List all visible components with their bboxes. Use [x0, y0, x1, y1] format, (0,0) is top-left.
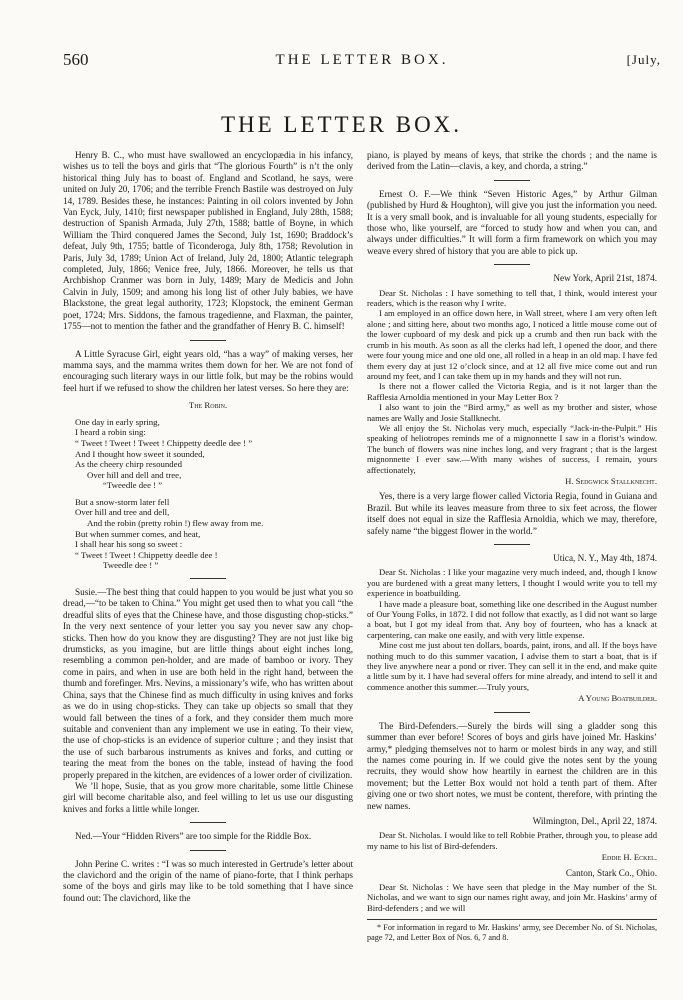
- poem-line: As the cheery chirp resounded: [75, 459, 182, 470]
- bird-defenders-paragraph: The Bird-Defenders.—Surely the birds will sing a gladder song this summer than ever before! Scores of boys and girls have joined Mr. Haskins’ army,* pledging themselves not to harm or molest birds in any way, and still the names come pouring in. If we could give the notes sent by the young recruits, they would show how heartily in earnest the children are in this movement; but the Letter Box would not hold a tenth part of them. After giving one or two short notes, we must be content, therefore, with printing the new names.: [367, 720, 657, 811]
- poem-line: One day in early spring,: [75, 416, 160, 427]
- divider: [494, 544, 530, 545]
- poem-line: I shall hear his song so sweet :: [75, 539, 183, 550]
- poem-line: But when summer comes, and heat,: [75, 528, 201, 539]
- wilmington-letter: [367, 830, 657, 851]
- running-month: [July,: [626, 52, 661, 67]
- ny-dateline: New York, April 21st, 1874.: [553, 273, 657, 284]
- poem-line: And I thought how sweet it sounded,: [75, 448, 205, 459]
- letter-paragraph: We all enjoy the St. Nicholas very much, especially “Jack-in-the-Pulpit.” His speaking of heliotropes reminds me of a mignonnette I saw in a florist’s window. The bunch of flowers was nine inches long, and very fragrant ; that is the largest mignonnette I ever saw.—With many wishes of success, I remain, yours affectionately,: [367, 422, 657, 475]
- letter-paragraph: Dear St. Nicholas. I would like to tell Robbie Prather, through you, to please add my name to his list of Bird-defenders.: [367, 830, 657, 851]
- footnote: [367, 919, 657, 943]
- letter-paragraph: I have made a pleasure boat, something like one described in the August number of Our Young Folks, in 1872. I did not follow that exactly, as I did not want so large a boat, but I got my ideal from that. Any boy of fourteen, who has a knack at carpentering, can make one easily, and with very little expense.: [367, 598, 657, 640]
- poem-line: Tweedle dee ! ”: [103, 560, 159, 571]
- wilmington-dateline: Wilmington, Del., April 22, 1874.: [532, 815, 657, 826]
- robin-poem: [75, 400, 353, 571]
- ned-paragraph: Ned.—Your “Hidden Rivers” are too simple for the Riddle Box.: [75, 831, 312, 842]
- poem-line: “ Tweet ! Tweet ! Tweet ! Chippetty deedle dee ! ”: [75, 437, 253, 448]
- right-column: [367, 150, 657, 943]
- letter-paragraph: Dear St. Nicholas : I have something to tell that, I think, would interest your readers, which is the reason why I write.: [367, 287, 657, 309]
- section-title: THE LETTER BOX.: [220, 112, 463, 137]
- wilmington-signature: Eddie H. Eckel.: [601, 852, 657, 863]
- letter-paragraph: Is there not a flower called the Victoria Regia, and is it not larger than the Rafflesia Arnoldia mentioned in your May Letter Box ?: [367, 381, 657, 402]
- divider: [494, 712, 530, 713]
- syracuse-paragraph: A Little Syracuse Girl, eight years old, “has a way” of making verses, her mamma says, and the mamma writes them down for her. We are not fond of encouraging such literary ways in our little folk, but may be the robins would feel hurt if we refused to show the children her latest verses. So here they are:: [63, 348, 353, 393]
- john-continued: piano, is played by means of keys, that strike the chords ; and the name is derived from the Latin—clavis, a key, and chorda, a string.”: [367, 150, 657, 172]
- letter-paragraph: Mine cost me just about ten dollars, boards, paint, irons, and all. If the boys have nothing much to do this summer vacation, I advise them to start a boat, that is if they live anywhere near a pond or river. They can sell it in the end, and make quite a little sum by it. I have had several offers for mine already, and intend to sell it and commence another this summer.—Truly yours,: [367, 640, 657, 692]
- running-head: [63, 50, 661, 70]
- canton-letter: [367, 882, 657, 913]
- letter-paragraph: Dear St. Nicholas : We have seen that pledge in the May number of the St. Nicholas, and we want to sign our names right away, and join Mr. Haskins’ army of Bird-defenders ; and we will: [367, 881, 657, 913]
- poem-line: “Tweedle dee ! ”: [103, 480, 163, 491]
- divider: [494, 264, 530, 265]
- ny-letter: [367, 288, 657, 475]
- divider: [494, 180, 530, 181]
- left-column: [63, 150, 353, 904]
- john-paragraph: John Perine C. writes : “I was so much interested in Gertrude’s letter about the clavichord and the origin of the name of piano-forte, that I think perhaps some of the boys and girls may like to be told something that I have since found out: The clavichord, like the: [63, 858, 353, 903]
- divider: [190, 340, 226, 341]
- utica-signature: A Young Boatbuilder.: [578, 693, 657, 704]
- divider: [190, 850, 226, 851]
- divider: [190, 578, 226, 579]
- ny-signature: H. Sedgwick Stallknecht.: [565, 475, 657, 486]
- susie-paragraph-2: We ’ll hope, Susie, that as you grow more charitable, some little Chinese girl will become charitable also, and feel willing to let us use our disgusting knives and forks a little while longer.: [63, 780, 353, 814]
- poem-line: Over hill and tree and dell,: [75, 507, 170, 518]
- poem-line: And the robin (pretty robin !) flew away from me.: [87, 518, 264, 529]
- letter-paragraph: I am employed in an office down here, in Wall street, where I am very often left alone ; and sitting here, about two months ago, I noticed a little mouse come out of the lower cupboard of my desk and pick up a crumb and then run back with the crumb in his mouth. As soon as all the clerks had left, I opened the door, and there were four young mice and one old one, all rolled in a heap in an old map. I have fed them every day at just 12 o’clock since, and at 12 all five mice come out and run around my feet, and I can take them up in my hands and they will not run.: [367, 308, 657, 381]
- henry-paragraph: Henry B. C., who must have swallowed an encyclopædia in his infancy, wishes us to tell the boys and girls that “The glorious Fourth” is n’t the only historical thing July has to boast of. England and Scotland, he says, were united on July 20, 1706; and the terrible French Bastile was destroyed on July 14, 1789. Besides these, he instances: Painting in oil colors invented by John Van Eyck, July, 1410; first newspaper published in England, July 28th, 1588; destruction of Spanish Armada, July 27th, 1588; battle of Boyne, in which William the Third conquered James the Second, July 1st, 1690; Braddock’s defeat, July 9th, 1755; battle of Ticonderoga, July 8th, 1758; Revolution in Paris, July 3d, 1789; Union Act of Ireland, July 2d, 1800; Atlantic telegraph completed, July, 1866; Venice free, July, 1866. Moreover, he tells us that Archbishop Cranmer was born in July, 1489; Mary de Medicis and John Calvin in July, 1509; and among his long list of other July babies, we have Blackstone, the great legal authority, 1723; Klopstock, the eminent German poet, 1724; Mrs. Siddons, the famous tragedienne, and Flaxman, the painter, 1755—not to mention the father and the grandfather of Henry B. C. himself!: [63, 150, 353, 332]
- canton-dateline: Canton, Stark Co., Ohio.: [565, 867, 657, 878]
- poem-line: I heard a robin sing:: [75, 427, 146, 438]
- footnote-text: * For information in regard to Mr. Haskins’ army, see December No. of St. Nicholas, page 72, and Letter Box of Nos. 6, 7 and 8.: [367, 923, 657, 943]
- poem-title: The Robin.: [188, 400, 228, 411]
- poem-line: But a snow-storm later fell: [75, 496, 170, 507]
- ernest-paragraph: Ernest O. F.—We think “Seven Historic Ages,” by Arthur Gilman (published by Hurd & Houghton), will give you just the information you need. It is a very small book, and is invaluable for all young students, especially for those who, like yourself, are “forced to study how and when you can, and always under difficulties.” It will form a firm framework on which you may weave every shred of history that you are able to pick up.: [367, 188, 657, 256]
- victoria-paragraph: Yes, there is a very large flower called Victoria Regia, found in Guiana and Brazil. But while its leaves measure from three to six feet across, the flower itself does not equal in size the Rafflesia Arnoldia, which we may, therefore, safely name “the biggest flower in the world.”: [367, 491, 657, 536]
- utica-letter: [367, 567, 657, 692]
- divider: [190, 822, 226, 823]
- utica-dateline: Utica, N. Y., May 4th, 1874.: [553, 553, 657, 563]
- letter-paragraph: Dear St. Nicholas : I like your magazine very much indeed, and, though I know you are burdened with a great many letters, I thought I would write you to tell my experience in boatbuilding.: [367, 567, 657, 599]
- susie-paragraph-1: Susie.—The best thing that could happen to you would be just what you so dread,—“to be taken to China.” You might get used then to what you call “the dreadful slits of eyes that the Chinese have, and those disgusting chop-sticks.” In the very next sentence of your letter you say you never saw any chop-sticks. Then how do you know they are disgusting? They are not just like big drumsticks, as you imagine, but are little things about eight inches long, resembling a common pen-holder, and are made of bamboo or ivory. They come in pairs, and when in use are both held in the right hand, between the thumb and forefinger. Mrs. Nevins, a missionary’s wife, who has written about China, says that the Chinese find as much difficulty in using knives and forks as we do in using chop-sticks. They can take up objects so small that they would fall between the tines of a fork, and they consider them much more suitable and convenient than any implement we use in eating. To their view, the use of chop-sticks is an evidence of superior culture ; and they insist that the use of such barbarous instruments as knives and forks, and cutting or tearing the meat from the bones on the table, instead of having the food properly prepared in the kitchen, are evidences of a lower order of civilization.: [63, 587, 353, 780]
- poem-line: “ Tweet ! Tweet ! Chippetty deedle dee !: [75, 549, 218, 560]
- running-title: THE LETTER BOX.: [275, 52, 449, 68]
- letter-paragraph: I also want to join the “Bird army,” as well as my brother and sister, whose names are Wally and Josie Stallknecht.: [367, 402, 657, 423]
- page-number: 560: [63, 50, 89, 69]
- poem-line: Over hill and dell and tree,: [87, 469, 182, 480]
